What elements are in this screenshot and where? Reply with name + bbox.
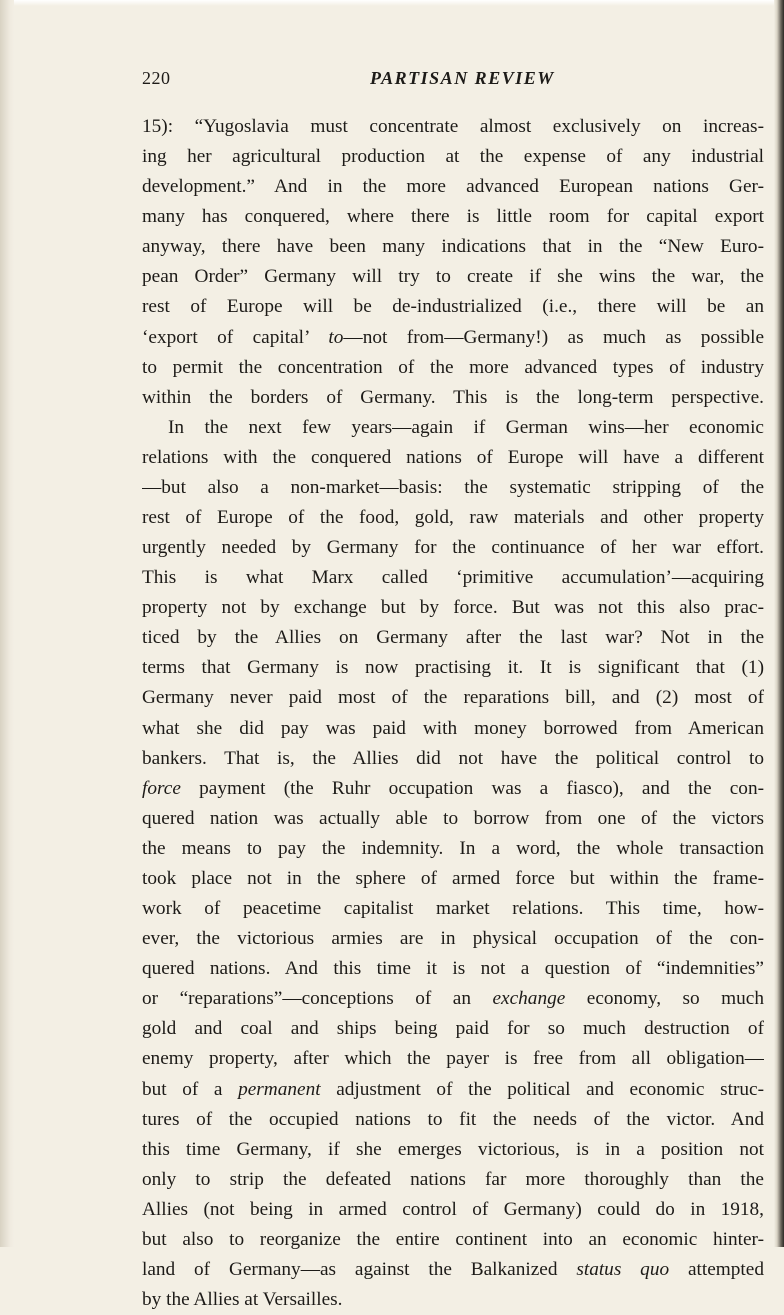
text-line: terms that Germany is now practising it. It is significant that (1) <box>142 657 764 679</box>
text-line: this time Germany, if she emerges victorious, is in a position not <box>142 1138 764 1160</box>
text-line: property not by exchange but by force. But was not this also prac- <box>142 597 764 619</box>
text-line-paragraph-end: by the Allies at Versailles. <box>142 1289 343 1311</box>
text-line: or “reparations”—conceptions of an exchange economy, so much <box>142 988 764 1010</box>
text-line: quered nation was actually able to borrow from one of the victors <box>142 807 764 829</box>
text-line: anyway, there have been many indications that in the “New Euro- <box>142 236 764 258</box>
text-line: Germany never paid most of the reparations bill, and (2) most of <box>142 687 764 709</box>
text-line: pean Order” Germany will try to create if she wins the war, the <box>142 266 764 288</box>
text-line: many has conquered, where there is little room for capital export <box>142 206 764 228</box>
running-head: PARTISAN REVIEW <box>370 68 555 88</box>
text-line: land of Germany—as against the Balkanized status quo attempted <box>142 1258 764 1280</box>
text-line: but of a permanent adjustment of the political and economic struc- <box>142 1078 764 1100</box>
text-line: tures of the occupied nations to fit the needs of the victor. And <box>142 1108 764 1130</box>
emphasized-word: force <box>142 777 181 799</box>
text-line: rest of Europe will be de-industrialized (i.e., there will be an <box>142 296 764 318</box>
emphasized-word: to <box>328 326 344 348</box>
page-right-edge <box>774 0 784 1247</box>
body-text <box>142 112 764 1315</box>
text-line: Allies (not being in armed control of Germany) could do in 1918, <box>142 1198 764 1220</box>
text-line: rest of Europe of the food, gold, raw materials and other property <box>142 507 764 529</box>
emphasized-word: exchange <box>492 988 566 1010</box>
text-line: but also to reorganize the entire continent into an economic hinter- <box>142 1228 764 1250</box>
text-line: ticed by the Allies on Germany after the last war? Not in the <box>142 627 764 649</box>
text-line: quered nations. And this time it is not a question of “indemnities” <box>142 958 764 980</box>
text-line: work of peacetime capitalist market relations. This time, how- <box>142 898 764 920</box>
text-line: what she did pay was paid with money borrowed from American <box>142 717 764 739</box>
page-top-edge <box>0 0 784 6</box>
text-line: within the borders of Germany. This is the long-term perspective. <box>142 386 764 408</box>
page-gutter-shadow <box>0 0 14 1247</box>
text-line: ing her agricultural production at the expense of any industrial <box>142 146 764 168</box>
text-line: ‘export of capital’ to—not from—Germany!) as much as possible <box>142 326 764 348</box>
text-line: —but also a non-market—basis: the systematic stripping of the <box>142 476 764 498</box>
text-line: bankers. That is, the Allies did not have the political control to <box>142 747 764 769</box>
page-header <box>142 68 764 98</box>
text-line: urgently needed by Germany for the continuance of her war effort. <box>142 537 764 559</box>
text-line: ever, the victorious armies are in physical occupation of the con- <box>142 928 764 950</box>
text-line: force payment (the Ruhr occupation was a fiasco), and the con- <box>142 777 764 799</box>
text-line: relations with the conquered nations of Europe will have a different <box>142 446 764 468</box>
text-line: the means to pay the indemnity. In a word, the whole transaction <box>142 837 764 859</box>
text-line: development.” And in the more advanced European nations Ger- <box>142 176 764 198</box>
text-line: only to strip the defeated nations far more thoroughly than the <box>142 1168 764 1190</box>
page-number: 220 <box>142 68 171 88</box>
text-line-paragraph-start: In the next few years—again if German wins—her economic <box>168 416 764 438</box>
text-line: to permit the concentration of the more advanced types of industry <box>142 356 764 378</box>
emphasized-word: permanent <box>238 1078 321 1100</box>
text-line: This is what Marx called ‘primitive accumulation’—acquiring <box>142 567 764 589</box>
text-line: enemy property, after which the payer is free from all obligation— <box>142 1048 764 1070</box>
text-line: gold and coal and ships being paid for so much destruction of <box>142 1018 764 1040</box>
emphasized-word: status quo <box>576 1258 670 1280</box>
text-line: took place not in the sphere of armed force but within the frame- <box>142 867 764 889</box>
text-line: 15): “Yugoslavia must concentrate almost exclusively on increas- <box>142 116 764 137</box>
